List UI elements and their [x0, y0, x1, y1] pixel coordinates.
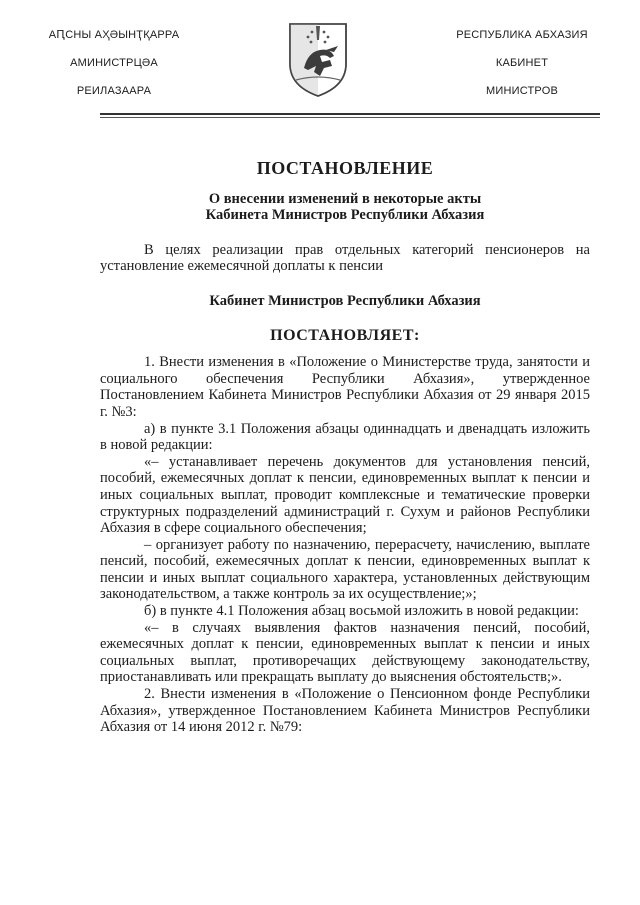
document-title: ПОСТАНОВЛЕНИЕ	[256, 158, 434, 178]
document-body	[100, 160, 590, 736]
state-emblem-icon	[286, 20, 350, 98]
letterhead-right-line-2: КАБИНЕТ	[495, 57, 549, 69]
preamble: В целях реализации прав отдельных категорий пенсионеров на установление ежемесячной доплаты к пенсии	[100, 241, 590, 275]
subtitle-line-1: О внесении изменений в некоторые акты	[208, 190, 482, 207]
letterhead-divider-thin	[100, 117, 600, 118]
paragraph-1: 1. Внести изменения в «Положение о Министерстве труда, занятости и социального обеспечения Республики Абхазия», утвержденное Постановлением Кабинета Министров Республики Абхазия от 29 января 2015 г. №3:	[100, 354, 590, 420]
letterhead-left-line-2: АМИНИСТРЦӘА	[70, 57, 158, 69]
paragraph-2: 2. Внести изменения в «Положение о Пенсионном фонде Республики Абхазия», утвержденное Постановлением Кабинета Министров Республики Абхазия от 14 июня 2012 г. №79:	[100, 686, 590, 736]
letterhead-right-line-1: РЕСПУБЛИКА АБХАЗИЯ	[456, 29, 588, 41]
letterhead-divider	[100, 113, 600, 115]
letterhead-left-line-3: РЕИЛАЗААРА	[76, 85, 152, 97]
paragraph-1a: а) в пункте 3.1 Положения абзацы одиннадцать и двенадцать изложить в новой редакции:	[100, 420, 590, 454]
letterhead-left-line-1: АԤСНЫ АҲӘЫНҬҚАРРА	[48, 29, 180, 41]
letterhead	[0, 20, 640, 100]
subtitle-line-2: Кабинета Министров Республики Абхазия	[205, 207, 485, 224]
letterhead-russian-name	[422, 28, 622, 112]
issuer: Кабинет Министров Республики Абхазия	[209, 292, 481, 309]
letterhead-abkhaz-name	[14, 28, 214, 112]
paragraph-1a-text-2: – организует работу по назначению, перерасчету, начислению, выплате пенсий, пособий, ежемесячных доплат к пенсии, единовременных выплат к пенсии и иных выплат социального характера, установленных действующим законодательством, а также контроль за их осуществление;»;	[100, 536, 590, 603]
paragraph-1b-text: «– в случаях выявления фактов назначения пенсий, пособий, ежемесячных доплат к пенсии, единовременных выплат к пенсии и иных социальных выплат, противоречащих действующему законодательству, приостанавливать или прекращать выплату до выяснения обстоятельств;».	[100, 619, 590, 686]
letterhead-right-line-3: МИНИСТРОВ	[485, 85, 558, 97]
paragraph-1a-text-1: «– устанавливает перечень документов для установления пенсий, пособий, ежемесячных доплат к пенсии, единовременных выплат к пенсии и иных социальных выплат, проводит комплексные и тематические проверки структурных подразделений администраций г. Сухум и районов Республики Абхазия в сфере социального обеспечения;	[100, 453, 590, 537]
decree-heading: ПОСТАНОВЛЯЕТ:	[270, 326, 420, 344]
document-subtitle	[100, 191, 590, 224]
paragraph-1b: б) в пункте 4.1 Положения абзац восьмой изложить в новой редакции:	[144, 603, 579, 620]
